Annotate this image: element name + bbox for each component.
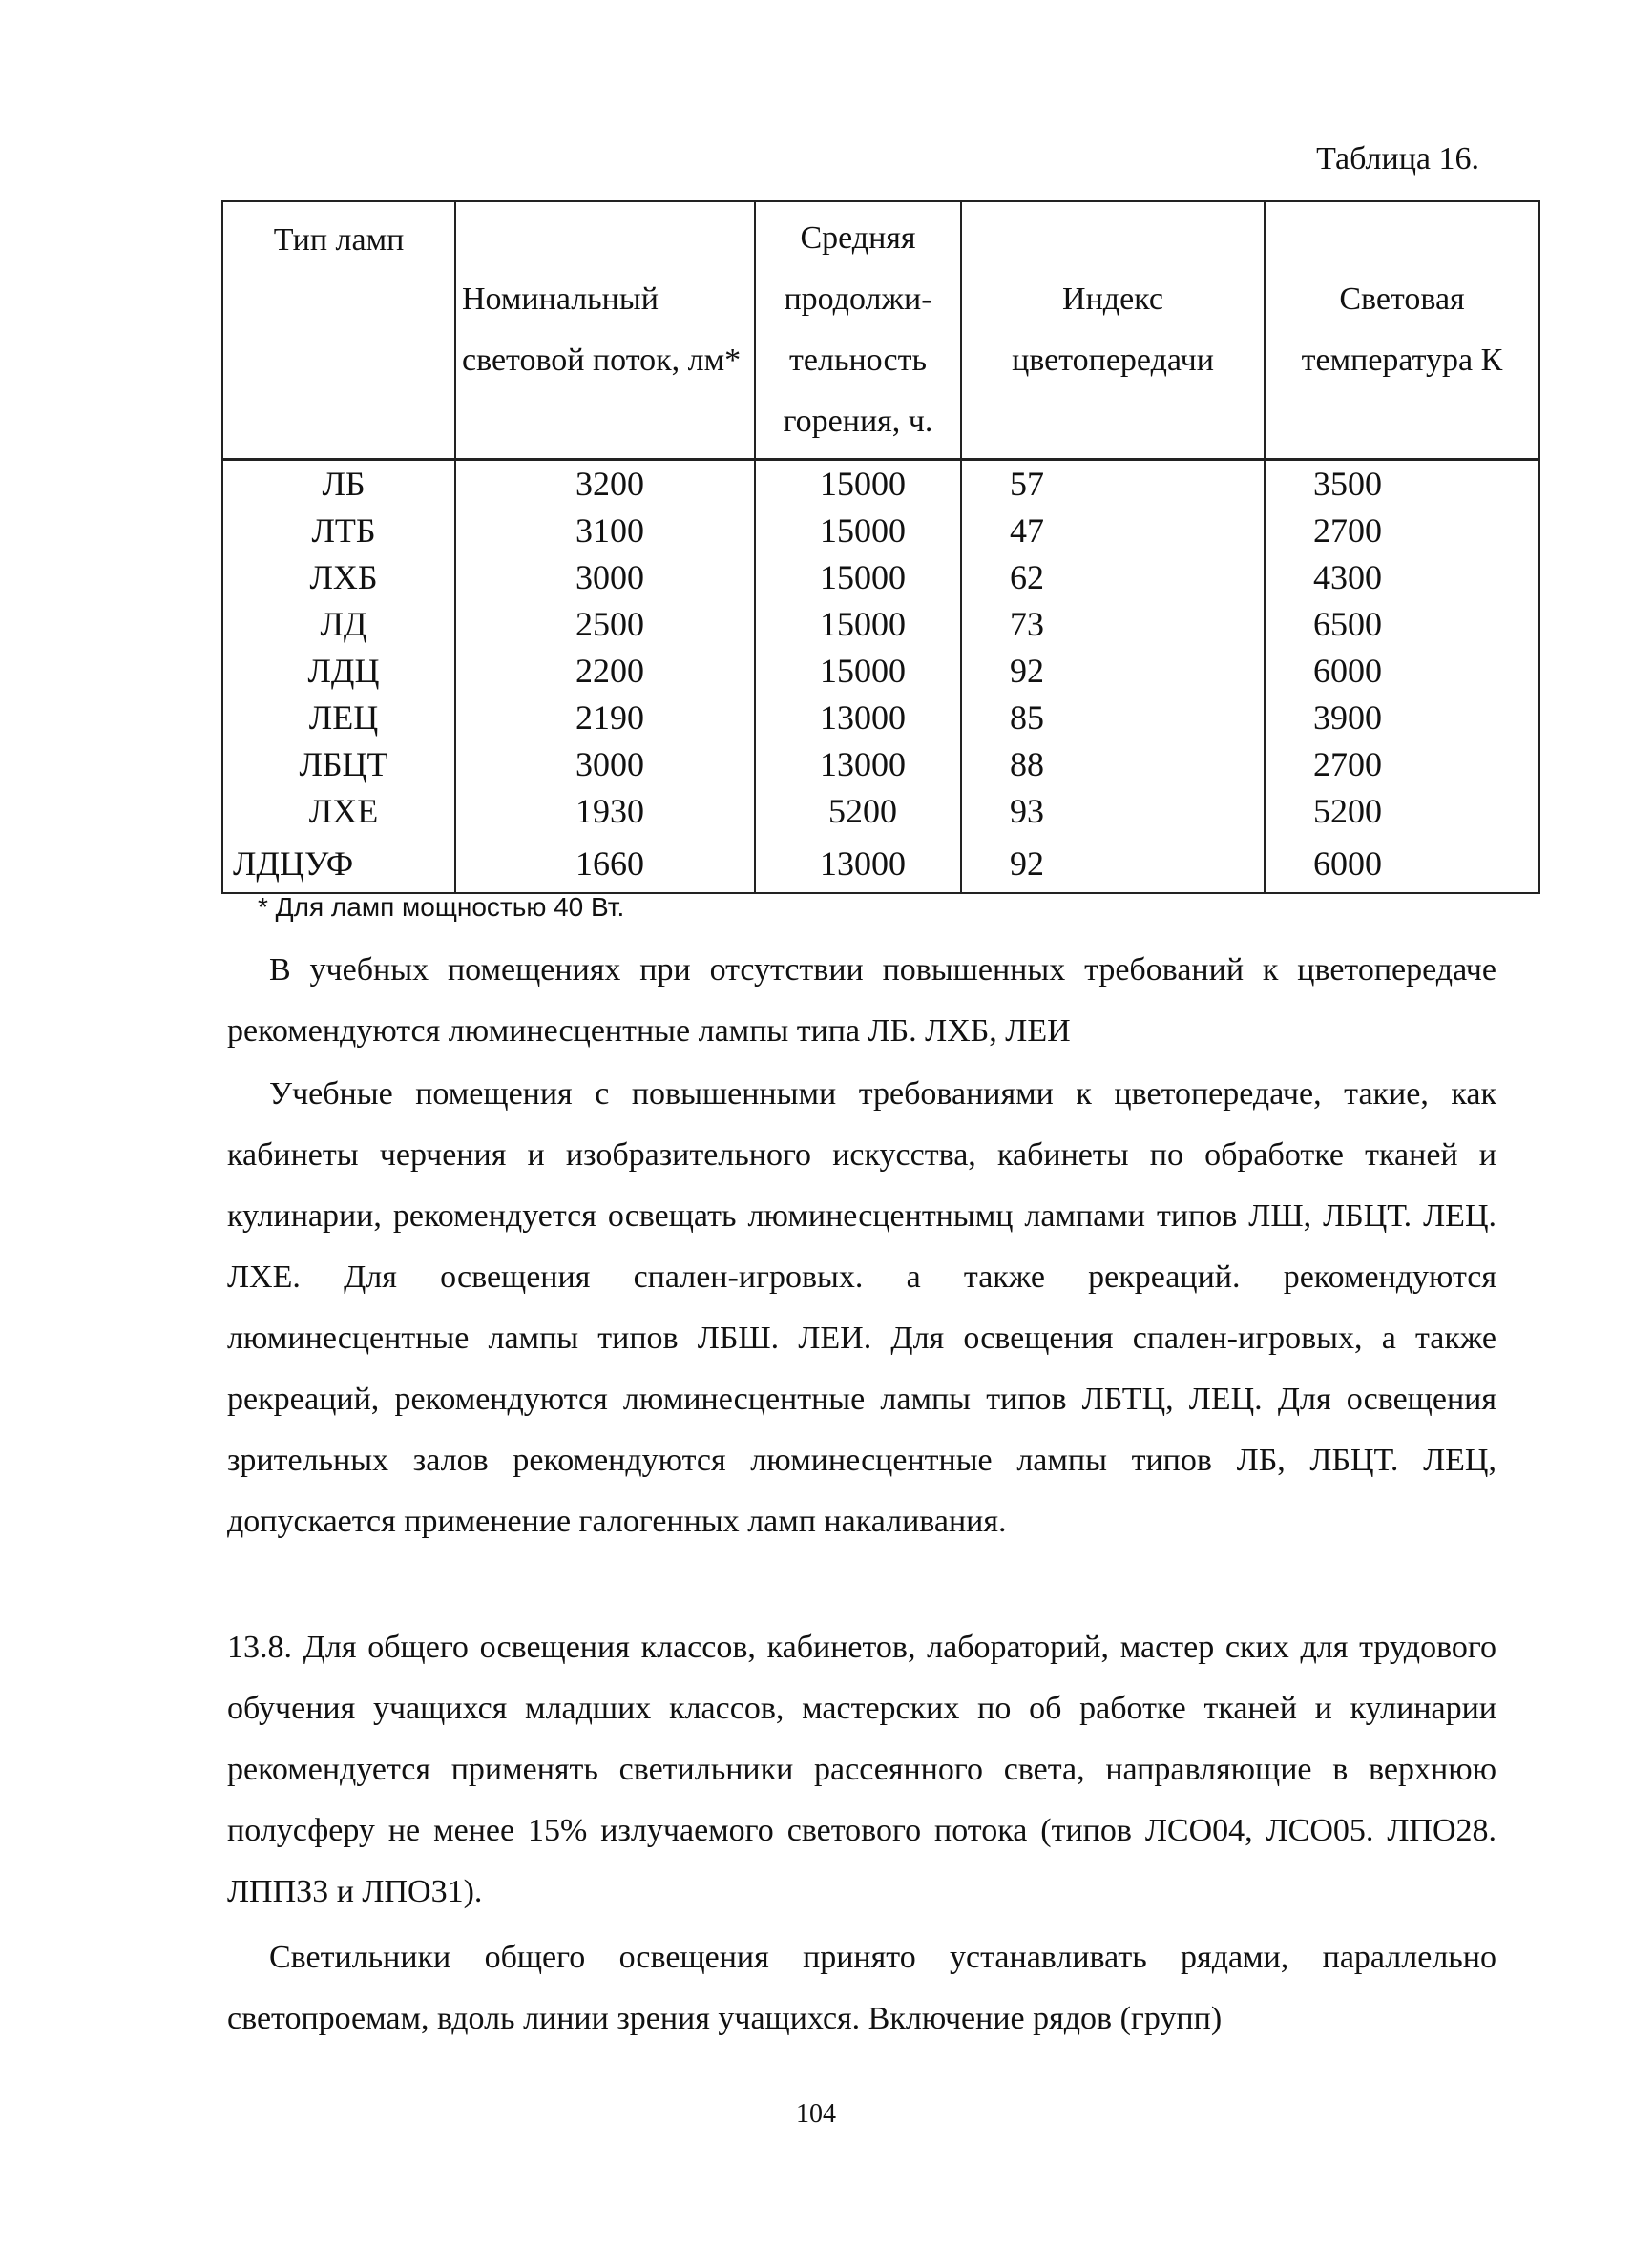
cell-temperature: 4300 xyxy=(1265,554,1539,601)
cell-lamp-type: ЛХБ xyxy=(222,554,455,601)
cell-temperature: 6000 xyxy=(1265,835,1539,893)
paragraph-1: В учебных помещениях при отсутствии повышенных требований к цветопередаче рекомендуются люминесцентные лампы типа ЛБ. ЛХБ, ЛЕИ xyxy=(227,952,1496,1049)
header-lifetime: Средняя продолжи-тельность горения, ч. xyxy=(755,201,961,460)
cell-flux: 2190 xyxy=(455,695,755,741)
cell-lamp-type: ЛБ xyxy=(222,460,455,509)
table-header-row xyxy=(222,201,1539,460)
cell-lamp-type: ЛТБ xyxy=(222,508,455,554)
cell-color-index: 57 xyxy=(961,460,1265,509)
cell-temperature: 3500 xyxy=(1265,460,1539,509)
lamp-table xyxy=(221,200,1540,894)
header-color-index: Индекс цветопередачи xyxy=(961,201,1265,460)
cell-lifetime: 13000 xyxy=(755,695,961,741)
cell-lifetime: 13000 xyxy=(755,835,961,893)
header-luminous-flux: Номинальный световой поток, лм* xyxy=(455,201,755,460)
cell-flux: 2200 xyxy=(455,648,755,695)
cell-lifetime: 15000 xyxy=(755,601,961,648)
table-row xyxy=(222,648,1539,695)
table-row xyxy=(222,695,1539,741)
cell-lifetime: 5200 xyxy=(755,788,961,835)
cell-lamp-type: ЛДЦУФ xyxy=(222,835,455,893)
table-footnote: * Для ламп мощностью 40 Вт. xyxy=(258,892,625,922)
table-row xyxy=(222,741,1539,788)
paragraph-4: Светильники общего освещения принято устанавливать рядами, параллельно светопроемам, вдоль линии зрения учащихся. Включение рядов (групп) xyxy=(227,1940,1496,2036)
cell-lifetime: 15000 xyxy=(755,648,961,695)
paragraph-2: Учебные помещения с повышенными требованиями к цветопередаче, такие, как кабинеты черчения и изобразительного искусства, кабинеты по обработке тканей и кулинарии, рекомендуется освещать люминесцентнымц лампами типов ЛШ, ЛБЦТ. ЛЕЦ. ЛХЕ. Для освещения спален-игровых. а также рекреаций. рекомендуются люминесцентные лампы типов ЛБШ. ЛЕИ. Для освещения спален-игровых, а также рекреаций, рекомeндуются люминесцентные лампы типов ЛБТЦ, ЛЕЦ. Для освещения зрительных залов рекомендуются люминесцентные лампы типов ЛБ, ЛБЦТ. ЛЕЦ, допускается применение галогенных ламп накаливания. xyxy=(227,1076,1496,1539)
table-caption: Таблица 16. xyxy=(1316,141,1479,177)
cell-lifetime: 15000 xyxy=(755,508,961,554)
cell-flux: 2500 xyxy=(455,601,755,648)
paragraph-3: 13.8. Для общего освещения классов, кабинетов, лабораторий, мастер ских для трудового обучения учащихся младших классов, мастерских по об работке тканей и кулинарии рекомендуется применять светильники рассеянного света, направляющие в верхнюю полусферу не менее 15% излучаемого светового потока (типов ЛСО04, ЛСО05. ЛПО28. ЛППЗЗ и ЛПО31). xyxy=(227,1630,1496,1909)
cell-lamp-type: ЛДЦ xyxy=(222,648,455,695)
cell-color-index: 47 xyxy=(961,508,1265,554)
table-row xyxy=(222,460,1539,509)
lamp-table-container xyxy=(221,200,1538,894)
cell-temperature: 6000 xyxy=(1265,648,1539,695)
cell-lifetime: 13000 xyxy=(755,741,961,788)
cell-temperature: 5200 xyxy=(1265,788,1539,835)
cell-color-index: 88 xyxy=(961,741,1265,788)
page-number: 104 xyxy=(796,2099,836,2129)
header-lamp-type: Тип ламп xyxy=(222,201,455,460)
table-row xyxy=(222,508,1539,554)
cell-flux: 1930 xyxy=(455,788,755,835)
cell-lifetime: 15000 xyxy=(755,460,961,509)
cell-color-index: 93 xyxy=(961,788,1265,835)
cell-lamp-type: ЛЕЦ xyxy=(222,695,455,741)
cell-color-index: 85 xyxy=(961,695,1265,741)
cell-flux: 3200 xyxy=(455,460,755,509)
table-row xyxy=(222,835,1539,893)
cell-lifetime: 15000 xyxy=(755,554,961,601)
cell-flux: 3000 xyxy=(455,554,755,601)
cell-color-index: 92 xyxy=(961,835,1265,893)
cell-color-index: 92 xyxy=(961,648,1265,695)
table-row xyxy=(222,788,1539,835)
cell-color-index: 62 xyxy=(961,554,1265,601)
cell-lamp-type: ЛБЦТ xyxy=(222,741,455,788)
table-row xyxy=(222,554,1539,601)
cell-color-index: 73 xyxy=(961,601,1265,648)
header-color-temperature: Световая температура К xyxy=(1265,201,1539,460)
cell-temperature: 2700 xyxy=(1265,508,1539,554)
cell-lamp-type: ЛД xyxy=(222,601,455,648)
table-row xyxy=(222,601,1539,648)
cell-temperature: 2700 xyxy=(1265,741,1539,788)
cell-flux: 3000 xyxy=(455,741,755,788)
cell-lamp-type: ЛХЕ xyxy=(222,788,455,835)
cell-temperature: 6500 xyxy=(1265,601,1539,648)
cell-flux: 3100 xyxy=(455,508,755,554)
cell-temperature: 3900 xyxy=(1265,695,1539,741)
cell-flux: 1660 xyxy=(455,835,755,893)
